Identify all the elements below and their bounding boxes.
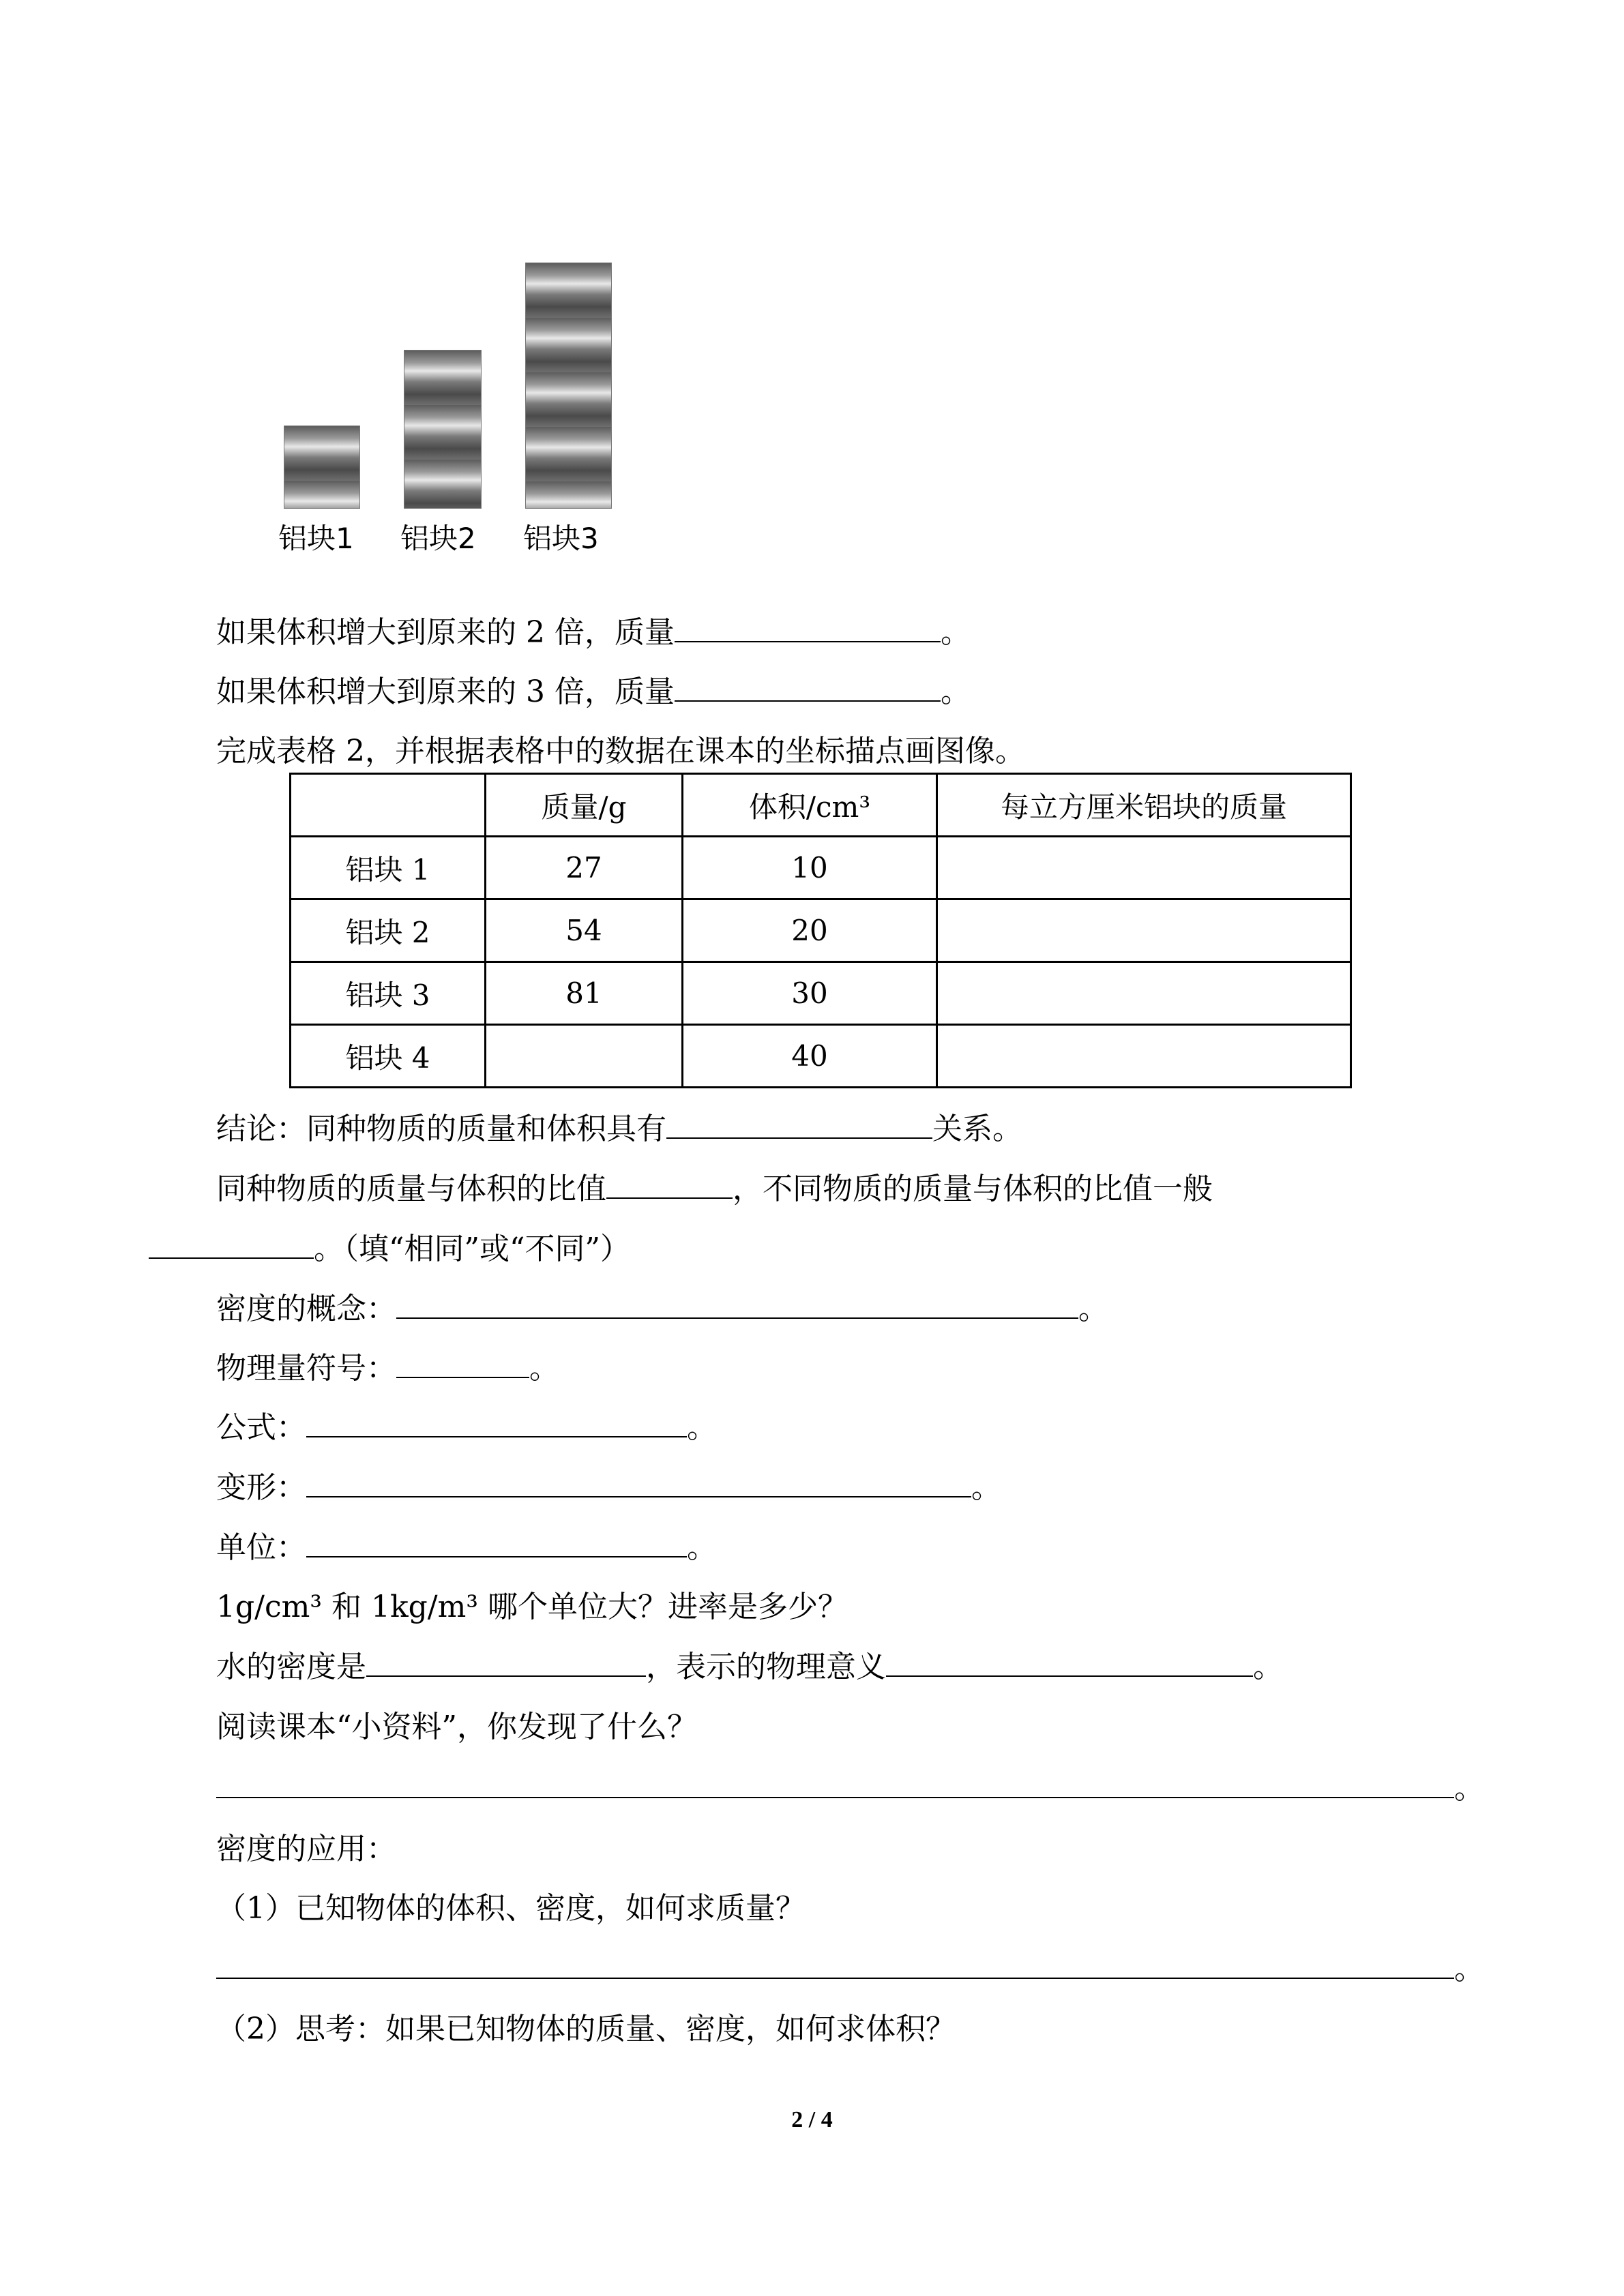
page-number: 2 / 4 (791, 2107, 833, 2132)
unit-comparison-question: 1g/cm³ 和 1kg/m³ 哪个单位大？进率是多少？ (216, 1590, 848, 1624)
transform-label: 变形： (216, 1470, 306, 1505)
double-volume-question (216, 612, 971, 653)
table-row (291, 962, 1351, 1025)
concept-blank[interactable] (396, 1290, 1078, 1319)
symbol-blank[interactable] (396, 1350, 529, 1378)
transform-blank[interactable] (306, 1469, 971, 1497)
table-header-row (291, 774, 1351, 837)
table-cell-blank[interactable] (486, 1025, 683, 1088)
reading-question: 阅读课本“小资料”，你发现了什么？ (216, 1710, 697, 1744)
question-1-answer-blank[interactable] (216, 1950, 1454, 1979)
table-row (291, 837, 1351, 899)
table-cell-blank[interactable] (937, 899, 1351, 962)
table-cell: 铝块 3 (291, 962, 486, 1025)
aluminum-block-1-image (284, 426, 360, 509)
aluminum-block-2-label: 铝块2 (400, 522, 476, 555)
conclusion-text: 结论：同种物质的质量和体积具有 (216, 1112, 666, 1146)
water-meaning-blank[interactable] (886, 1648, 1253, 1677)
water-meaning-text: ，表示的物理意义 (646, 1650, 886, 1684)
triple-volume-text: 如果体积增大到原来的 3 倍，质量 (216, 674, 675, 709)
aluminum-data-table (289, 773, 1352, 1088)
aluminum-block-3-label: 铝块3 (523, 522, 599, 555)
triple-volume-blank[interactable] (675, 673, 941, 702)
table-cell: 20 (683, 899, 937, 962)
table-cell-blank[interactable] (937, 837, 1351, 899)
water-density-blank[interactable] (366, 1648, 646, 1677)
concept-line (216, 1289, 1108, 1330)
water-density-text: 水的密度是 (216, 1650, 366, 1684)
concept-period: 。 (1078, 1292, 1108, 1326)
table-cell: 30 (683, 962, 937, 1025)
transform-period: 。 (971, 1470, 1001, 1505)
table-cell: 54 (486, 899, 683, 962)
table-row (291, 1025, 1351, 1088)
question-1-period: 。 (1454, 1952, 1484, 1986)
conclusion-suffix: 关系。 (932, 1112, 1022, 1146)
complete-table-instruction: 完成表格 2，并根据表格中的数据在课本的坐标描点画图像。 (216, 734, 1025, 769)
aluminum-block-1-label: 铝块1 (278, 522, 354, 555)
ratio-text: 同种物质的质量与体积的比值 (216, 1172, 606, 1206)
water-period: 。 (1253, 1650, 1283, 1684)
transform-line (216, 1467, 1001, 1508)
double-volume-period: 。 (940, 615, 971, 650)
table-cell: 铝块 4 (291, 1025, 486, 1088)
question-1-answer-line (216, 1949, 1484, 1990)
table-cell-blank[interactable] (937, 1025, 1351, 1088)
table-row (291, 899, 1351, 962)
table-cell: 10 (683, 837, 937, 899)
formula-period: 。 (687, 1410, 717, 1445)
double-volume-blank[interactable] (675, 614, 941, 642)
symbol-line (216, 1348, 559, 1389)
question-1: （1）已知物体的体积、密度，如何求质量？ (216, 1891, 806, 1926)
table-header-cell: 每立方厘米铝块的质量 (937, 774, 1351, 837)
table-header-cell: 质量/g (486, 774, 683, 837)
ratio-same-blank[interactable] (606, 1170, 733, 1199)
symbol-label: 物理量符号： (216, 1351, 396, 1386)
formula-blank[interactable] (306, 1409, 687, 1437)
formula-line (216, 1407, 717, 1448)
ratio-line (216, 1169, 1213, 1210)
ratio-line-2 (149, 1229, 630, 1270)
table-cell: 40 (683, 1025, 937, 1088)
ratio-hint: 。（填“相同”或“不同”） (314, 1232, 630, 1266)
unit-blank[interactable] (306, 1529, 687, 1557)
aluminum-block-3-image (525, 263, 612, 509)
reading-period: 。 (1454, 1771, 1484, 1806)
ratio-text-2: ，不同物质的质量与体积的比值一般 (733, 1172, 1213, 1206)
water-density-line (216, 1647, 1283, 1688)
unit-line (216, 1527, 717, 1568)
application-heading: 密度的应用： (216, 1832, 396, 1866)
table-cell: 81 (486, 962, 683, 1025)
table-cell: 铝块 1 (291, 837, 486, 899)
conclusion-line (216, 1109, 1022, 1150)
triple-volume-question (216, 672, 971, 713)
table-cell: 27 (486, 837, 683, 899)
triple-volume-period: 。 (940, 674, 971, 709)
table-header-cell: 体积/cm³ (683, 774, 937, 837)
reading-answer-line (216, 1768, 1484, 1809)
concept-label: 密度的概念： (216, 1292, 396, 1326)
double-volume-text: 如果体积增大到原来的 2 倍，质量 (216, 615, 675, 650)
table-header-cell (291, 774, 486, 837)
ratio-different-blank[interactable] (149, 1230, 314, 1259)
question-2: （2）思考：如果已知物体的质量、密度，如何求体积？ (216, 2012, 956, 2046)
formula-label: 公式： (216, 1410, 306, 1445)
aluminum-block-2-image (404, 350, 482, 509)
reading-answer-blank[interactable] (216, 1770, 1454, 1798)
conclusion-blank[interactable] (666, 1110, 932, 1139)
table-cell-blank[interactable] (937, 962, 1351, 1025)
table-cell: 铝块 2 (291, 899, 486, 962)
unit-period: 。 (687, 1530, 717, 1565)
unit-label: 单位： (216, 1530, 306, 1565)
symbol-period: 。 (529, 1351, 559, 1386)
